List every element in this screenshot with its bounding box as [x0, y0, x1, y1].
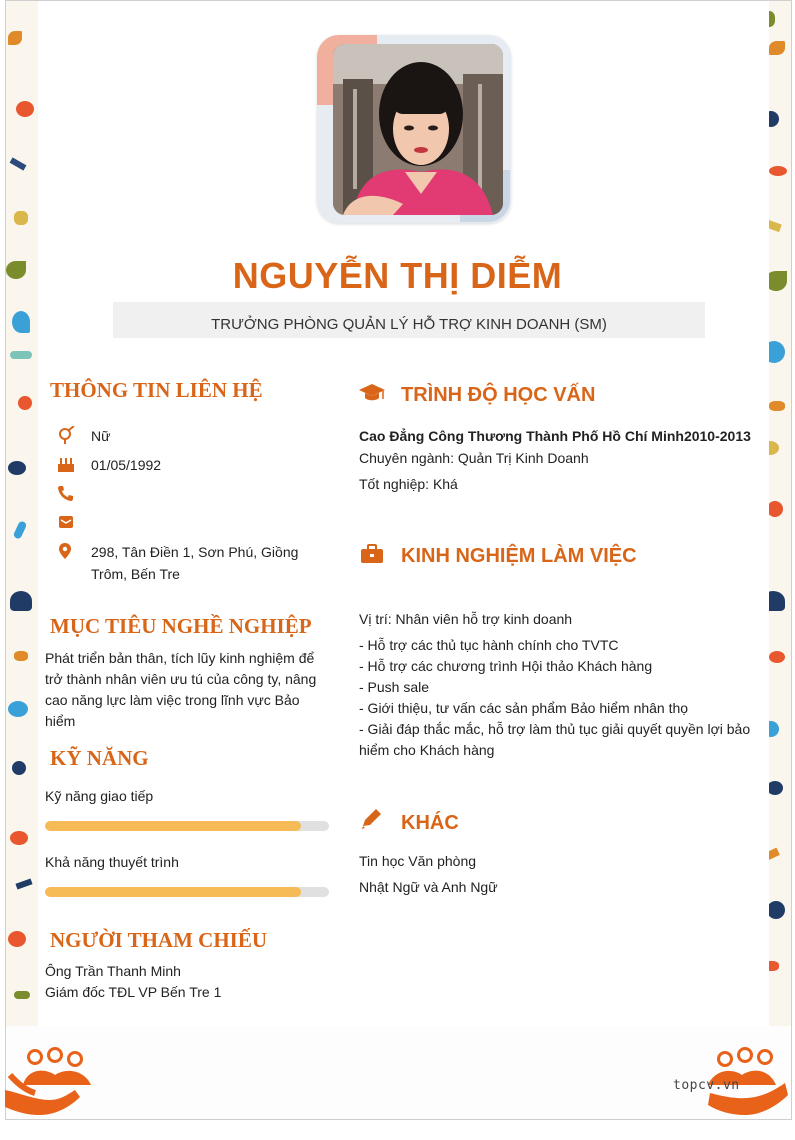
candidate-name: NGUYỄN THỊ DIỄM: [232, 255, 563, 296]
skill-label: Khả năng thuyết trình: [45, 854, 179, 870]
gender-icon: [56, 426, 76, 444]
education-school-line: [359, 428, 751, 444]
skill-label: Kỹ năng giao tiếp: [45, 788, 154, 804]
reference-line: Ông Trần Thanh Minh: [45, 963, 181, 979]
education-grade: Tốt nghiệp: Khá: [359, 476, 458, 492]
experience-duty: hiểm cho Khách hàng: [359, 742, 495, 758]
experience-position: Vị trí: Nhân viên hỗ trợ kinh doanh: [359, 611, 573, 627]
experience-duty: - Giải đáp thắc mắc, hỗ trợ làm thủ tục giải quyết quyền lợi bảo: [359, 721, 751, 737]
skill-bar-track: [45, 821, 329, 831]
objective-line: hiểm: [45, 713, 76, 729]
briefcase-icon: [358, 542, 386, 566]
profile-photo: [333, 44, 503, 215]
skill-bar-track: [45, 887, 329, 897]
graduation-cap-icon: [358, 381, 386, 405]
other-heading: KHÁC: [401, 812, 459, 834]
education-major: Chuyên ngành: Quản Trị Kinh Doanh: [359, 450, 589, 466]
objective-line: Phát triển bản thân, tích lũy kinh nghiệm để: [45, 650, 315, 666]
brand-watermark: topcv.vn: [673, 1078, 740, 1093]
birthday-value: 01/05/1992: [91, 457, 162, 473]
objective-heading: MỤC TIÊU NGHỀ NGHIỆP: [50, 614, 312, 638]
experience-duty: - Hỗ trợ các chương trình Hội thảo Khách hàng: [359, 658, 653, 674]
skill-bar-fill: [45, 821, 301, 831]
address-line-2: Trôm, Bến Tre: [91, 566, 180, 582]
objective-line: cao năng lực làm việc trong lĩnh vực Bảo: [45, 692, 300, 708]
objective-line: trở thành nhân viên ưu tú của công ty, nâng: [45, 671, 317, 687]
skill-bar-fill: [45, 887, 301, 897]
pencil-icon: [358, 807, 386, 831]
experience-duty: - Hỗ trợ các thủ tục hành chính cho TVTC: [359, 637, 619, 653]
birthday-cake-icon: [56, 455, 76, 473]
education-heading: TRÌNH ĐỘ HỌC VẤN: [401, 384, 596, 406]
skills-heading: KỸ NĂNG: [50, 746, 149, 770]
reference-line: Giám đốc TĐL VP Bến Tre 1: [45, 984, 222, 1000]
email-icon: [56, 513, 76, 531]
references-heading: NGƯỜI THAM CHIẾU: [50, 928, 268, 952]
education-school: Cao Đẳng Công Thương Thành Phố Hồ Chí Minh: [359, 428, 684, 444]
experience-heading: KINH NGHIỆM LÀM VIỆC: [401, 545, 637, 567]
address-line-1: 298, Tân Điền 1, Sơn Phú, Giồng: [91, 544, 299, 560]
references-text: [45, 961, 325, 1003]
confetti-border-left: [6, 1, 38, 1026]
contact-heading: THÔNG TIN LIÊN HỆ: [50, 378, 263, 402]
team-hands-icon: [5, 1045, 95, 1120]
objective-text: [45, 648, 325, 732]
phone-icon: [56, 484, 76, 502]
experience-duty: - Giới thiệu, tư vấn các sản phẩm Bảo hiểm nhân thọ: [359, 700, 689, 716]
gender-value: Nữ: [91, 428, 111, 444]
other-item: Tin học Văn phòng: [359, 853, 477, 869]
experience-duty: - Push sale: [359, 679, 430, 695]
location-pin-icon: [56, 542, 76, 560]
education-years: 2010-2013: [683, 428, 751, 444]
job-title: TRƯỞNG PHÒNG QUẢN LÝ HỖ TRỢ KINH DOANH (SM): [113, 302, 705, 338]
other-item: Nhật Ngữ và Anh Ngữ: [359, 879, 498, 895]
